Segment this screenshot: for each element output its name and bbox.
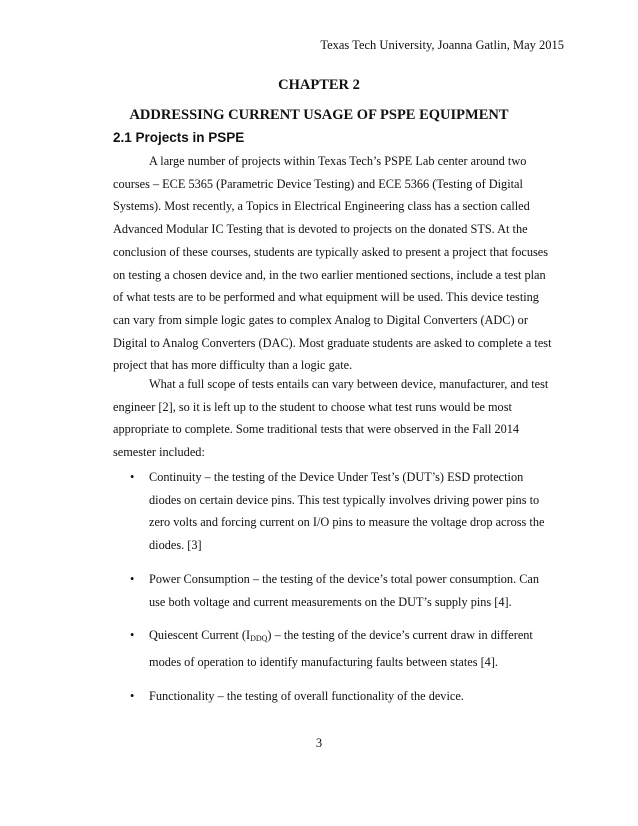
running-header: Texas Tech University, Joanna Gatlin, May 2015 [320, 38, 564, 52]
paragraph-line: What a full scope of tests entails can vary between device, manufacturer, and test [149, 377, 549, 391]
paragraph-line: courses – ECE 5365 (Parametric Device Testing) and ECE 5366 (Testing of Digital [113, 176, 523, 191]
page-number: 3 [315, 736, 323, 750]
bullet-icon: • [130, 628, 135, 643]
paragraph-line: engineer [2], so it is left up to the student to choose what test runs would be most [113, 399, 512, 414]
list-item-continuity [113, 466, 553, 557]
paragraph-line: conclusion of these courses, students are typically asked to present a project that focuses [113, 244, 549, 259]
list-item-quiescent-current [113, 624, 553, 673]
quiescent-text-post: ) – the testing of the device’s current draw in different [267, 628, 533, 643]
paragraph-line: project that has more difficulty than a logic gate. [113, 358, 353, 373]
paragraph-line: A large number of projects within Texas Tech’s PSPE Lab center around two [149, 154, 527, 168]
paragraph-line: can vary from simple logic gates to complex Analog to Digital Converters (ADC) or [113, 312, 528, 327]
list-item-line: modes of operation to identify manufacturing faults between states [4]. [149, 654, 498, 669]
list-item-line: use both voltage and current measurements on the DUT’s supply pins [4]. [149, 594, 512, 609]
list-item-line: diodes on certain device pins. This test typically involves driving power pins to [149, 492, 540, 507]
list-item-line: Power Consumption – the testing of the device’s total power consumption. Can [149, 571, 540, 586]
paragraph-test-scope [113, 373, 553, 464]
paragraph-line: on testing a chosen device and, in the two earlier mentioned sections, include a test plan [113, 267, 546, 282]
paragraph-line: Systems). Most recently, a Topics in Electrical Engineering class has a section called [113, 199, 530, 214]
list-item-line: Continuity – the testing of the Device Under Test’s (DUT’s) ESD protection [149, 470, 524, 484]
bullet-icon: • [130, 688, 135, 703]
list-item-line: zero volts and forcing current on I/O pins to measure the voltage drop across the [149, 515, 545, 530]
paragraph-line: Digital to Analog Converters (DAC). Most graduate students are asked to complete a test [113, 335, 552, 350]
list-item-power-consumption [113, 568, 553, 613]
paragraph-line: of what tests are to be performed and what equipment will be used. This device testing [113, 290, 539, 305]
paragraph-line: semester included: [113, 445, 205, 460]
list-item-line: Functionality – the testing of overall functionality of the device. [149, 688, 464, 703]
list-item-line: diodes. [3] [149, 538, 202, 553]
paragraph-projects [113, 150, 553, 377]
bullet-icon: • [130, 571, 135, 586]
section-heading: 2.1 Projects in PSPE [113, 130, 245, 145]
chapter-title: ADDRESSING CURRENT USAGE OF PSPE EQUIPMENT [129, 107, 509, 123]
chapter-label: CHAPTER 2 [278, 77, 360, 93]
quiescent-text-pre: Quiescent Current (I [149, 628, 251, 643]
bullet-icon: • [130, 470, 135, 484]
paragraph-line: Advanced Modular IC Testing that is devoted to projects on the donated STS. At the [113, 222, 528, 237]
iddq-subscript: DDQ [250, 634, 268, 644]
list-item-line [149, 624, 553, 651]
test-list [113, 466, 553, 707]
list-item-functionality [113, 685, 553, 708]
paragraph-line: appropriate to complete. Some traditional tests that were observed in the Fall 2014 [113, 422, 520, 437]
